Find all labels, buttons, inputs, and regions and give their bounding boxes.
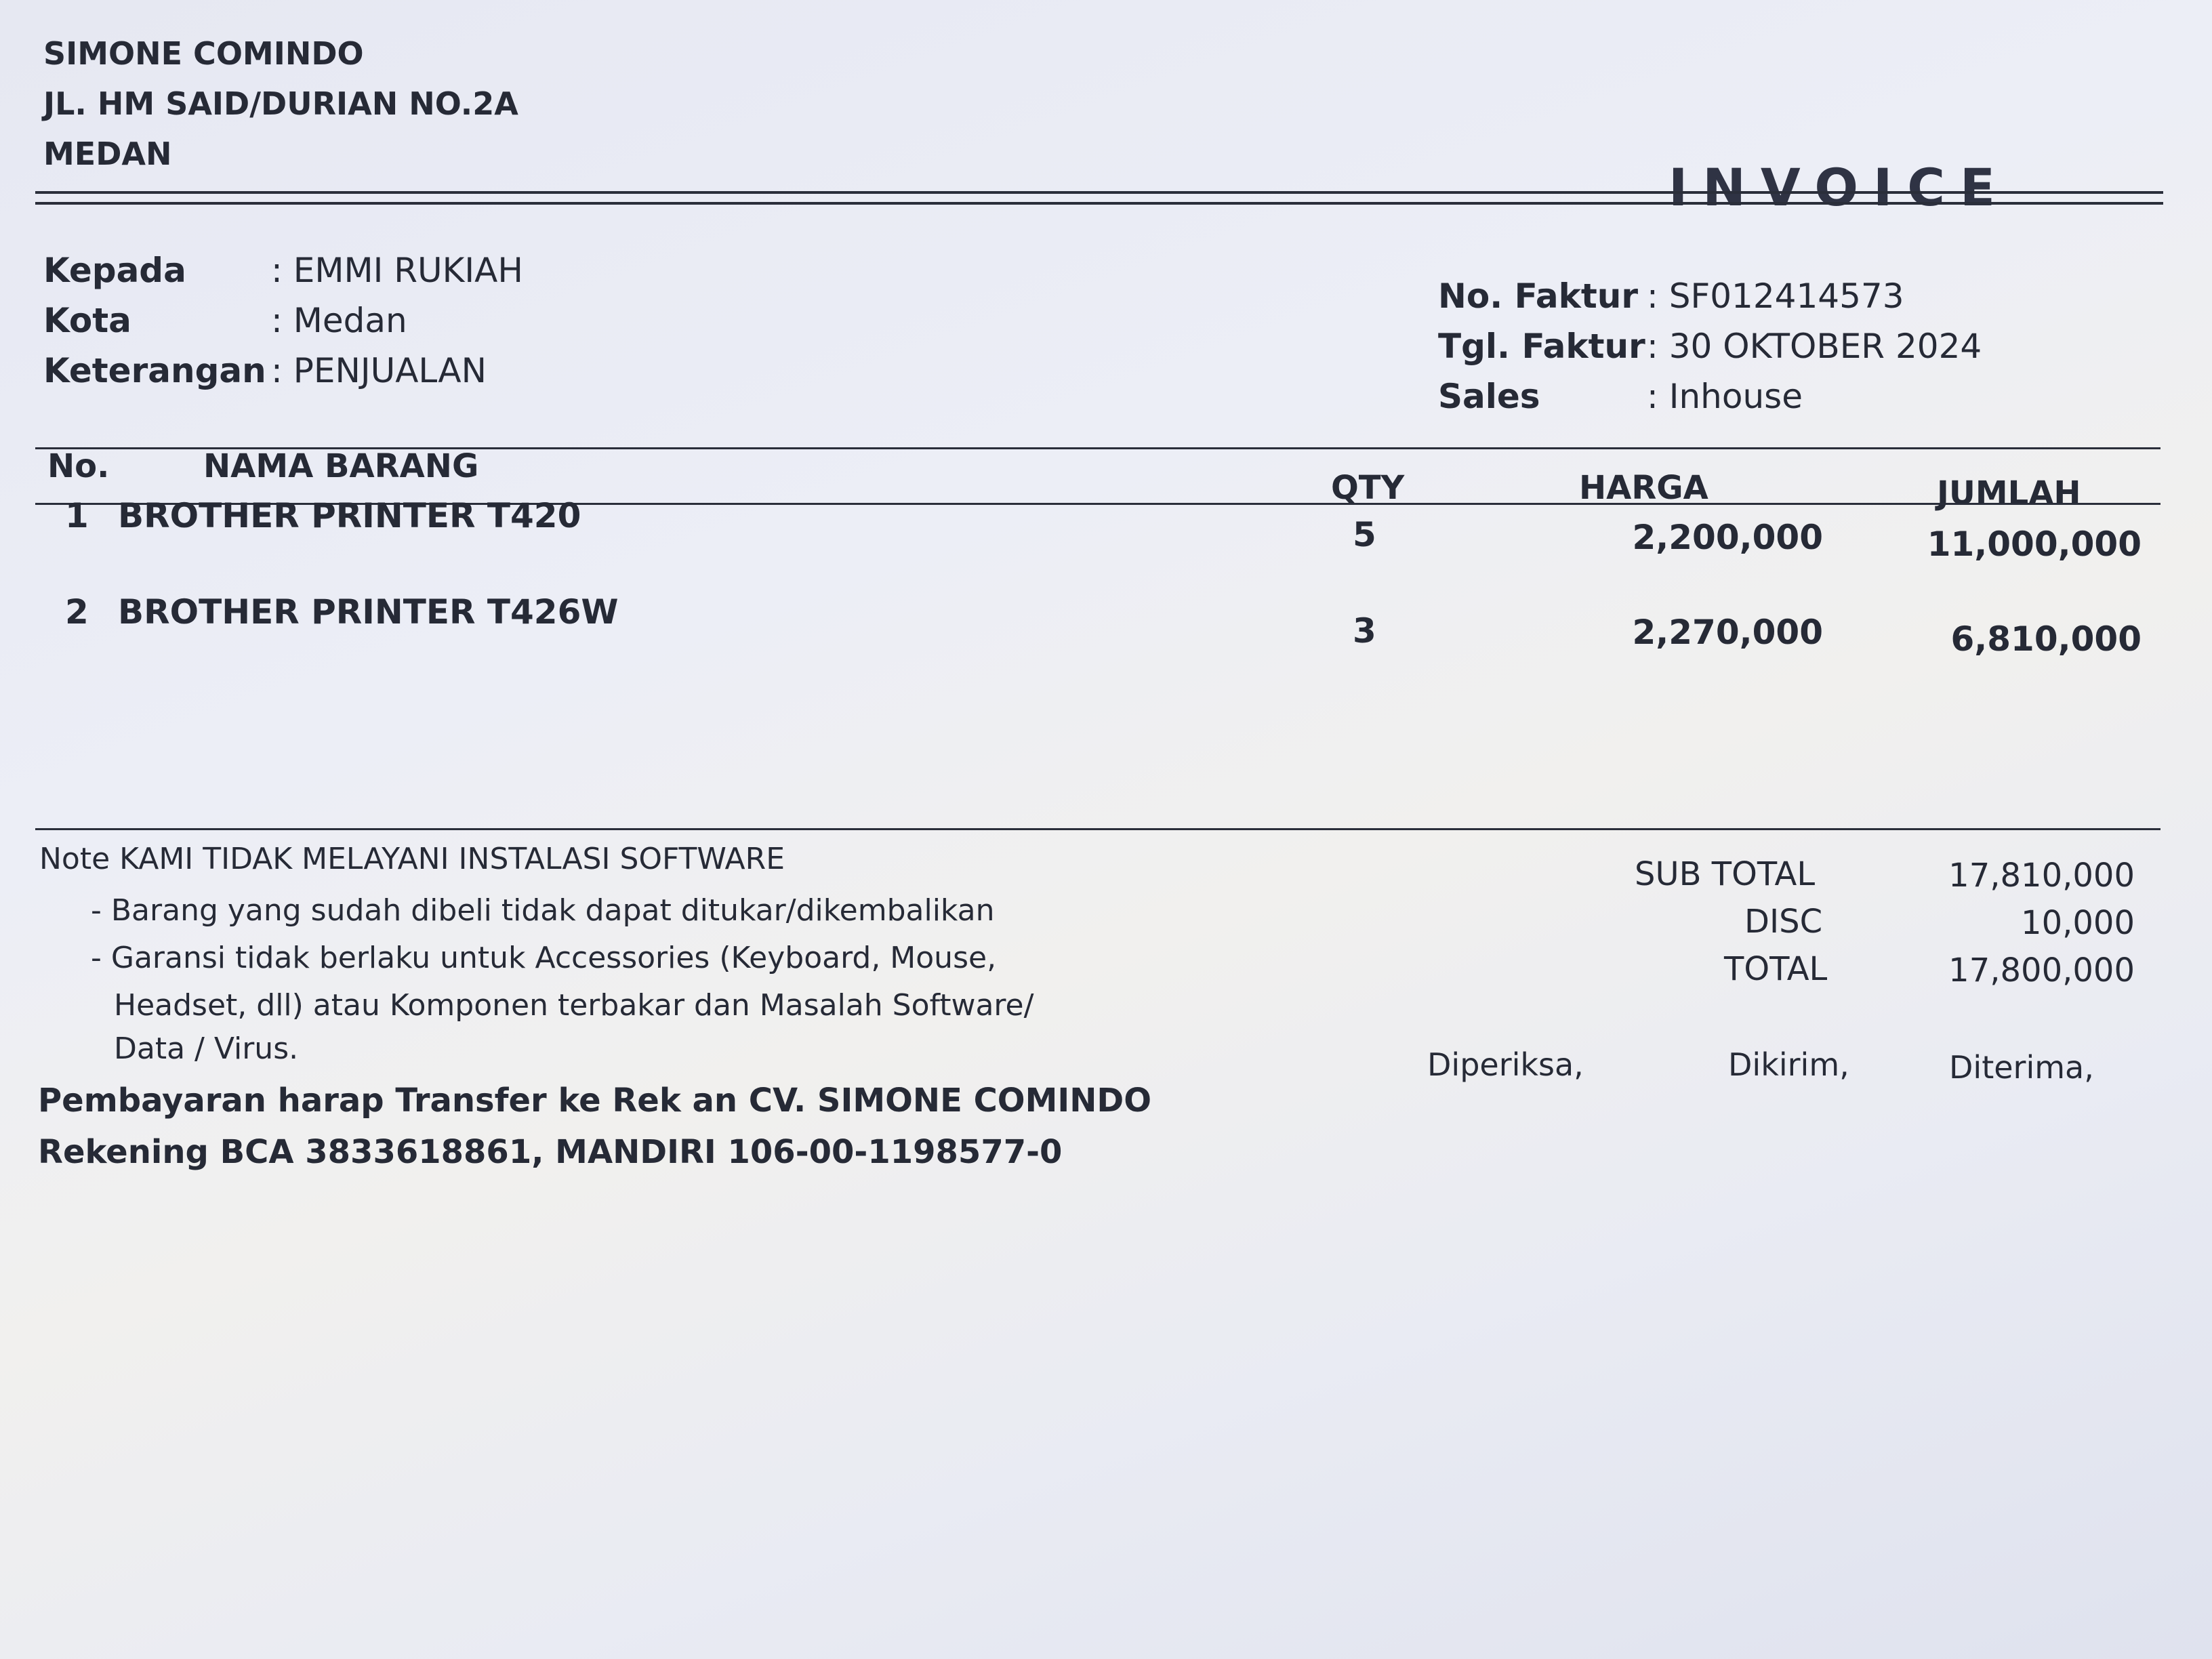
note-line-3: - Garansi tidak berlaku untuk Accessories (Keyboard, Mouse, (91, 941, 997, 975)
signature-diperiksa: Diperiksa, (1427, 1046, 1584, 1083)
row-qty: 3 (1353, 611, 1376, 651)
subtotal-value: 17,810,000 (1948, 857, 2135, 895)
sales-value: : Inhouse (1647, 377, 1803, 416)
row-qty: 5 (1353, 515, 1376, 554)
payment-line-2: Rekening BCA 3833618861, MANDIRI 106-00-1198577-0 (38, 1133, 1063, 1171)
total-label: TOTAL (1724, 950, 1828, 988)
invoice-title: INVOICE (1668, 157, 2010, 218)
header-rule-top (35, 191, 2163, 194)
note-line-1: Note KAMI TIDAK MELAYANI INSTALASI SOFTWARE (39, 842, 785, 876)
row-harga: 2,270,000 (1632, 613, 1823, 652)
company-block (43, 28, 518, 179)
company-name: SIMONE COMINDO (43, 35, 364, 72)
no-faktur-label: No. Faktur (1438, 276, 1638, 316)
kepada-label: Kepada (43, 251, 186, 290)
sales-label: Sales (1438, 377, 1540, 416)
keterangan-value: : PENJUALAN (271, 351, 487, 390)
header-rule-bottom (35, 202, 2163, 205)
total-value: 17,800,000 (1948, 951, 2135, 989)
keterangan-label: Keterangan (43, 351, 266, 390)
kepada-value: : EMMI RUKIAH (271, 251, 523, 290)
row-harga: 2,200,000 (1632, 518, 1823, 557)
col-header-no: No. (47, 447, 110, 485)
table-rule-bottom (35, 828, 2160, 830)
subtotal-label: SUB TOTAL (1635, 855, 1816, 893)
disc-value: 10,000 (2021, 904, 2135, 942)
note-line-5: Data / Virus. (114, 1031, 299, 1066)
row-jumlah: 6,810,000 (1950, 619, 2142, 659)
signature-dikirim: Dikirim, (1728, 1046, 1849, 1083)
no-faktur-value: : SF012414573 (1647, 276, 1904, 316)
col-header-nama: NAMA BARANG (203, 447, 479, 485)
row-nama: BROTHER PRINTER T420 (118, 496, 581, 535)
kota-label: Kota (43, 301, 131, 340)
col-header-harga: HARGA (1579, 469, 1708, 507)
tgl-faktur-label: Tgl. Faktur (1438, 327, 1645, 366)
col-header-jumlah: JUMLAH (1937, 474, 2081, 512)
disc-label: DISC (1744, 903, 1823, 941)
row-no: 1 (65, 496, 89, 535)
note-line-2: - Barang yang sudah dibeli tidak dapat ditukar/dikembalikan (91, 893, 995, 928)
row-no: 2 (65, 592, 89, 632)
signature-diterima: Diterima, (1949, 1049, 2094, 1086)
row-jumlah: 11,000,000 (1927, 525, 2142, 564)
col-header-qty: QTY (1331, 469, 1405, 507)
payment-line-1: Pembayaran harap Transfer ke Rek an CV. SIMONE COMINDO (38, 1082, 1152, 1120)
company-city: MEDAN (43, 136, 172, 172)
tgl-faktur-value: : 30 OKTOBER 2024 (1647, 327, 1982, 366)
kota-value: : Medan (271, 301, 407, 340)
company-address: JL. HM SAID/DURIAN NO.2A (43, 85, 518, 122)
row-nama: BROTHER PRINTER T426W (118, 592, 619, 632)
note-line-4: Headset, dll) atau Komponen terbakar dan Masalah Software/ (114, 988, 1034, 1023)
